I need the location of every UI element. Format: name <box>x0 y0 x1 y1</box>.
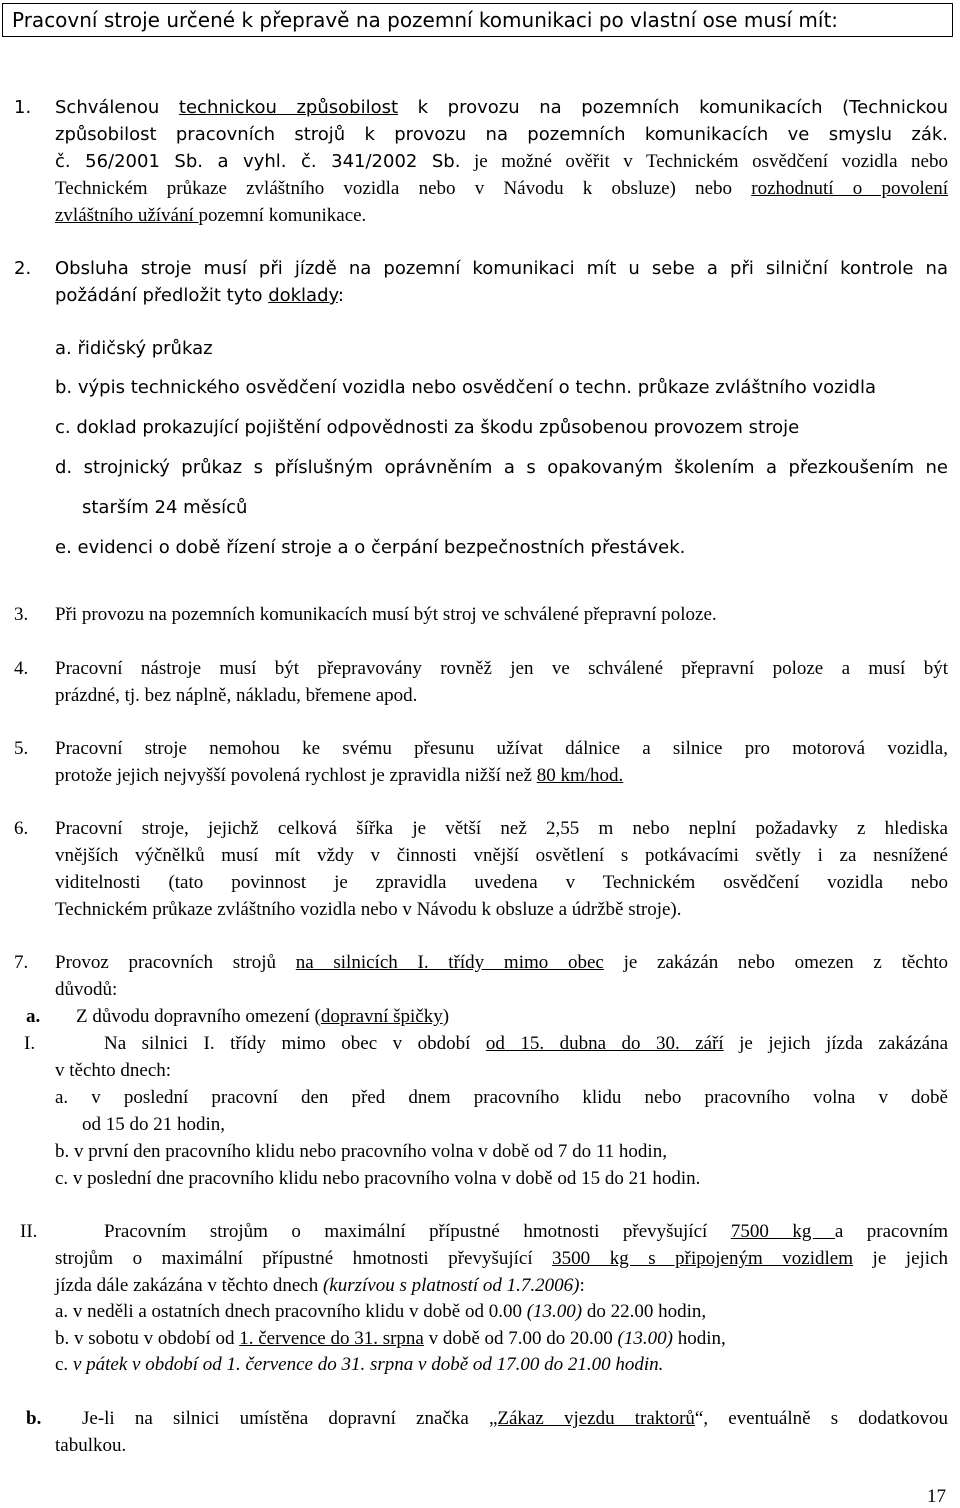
section-6-line-2: vnějších výčnělků musí mít vždy v činnosti vnější osvětlení s potkávacími světly i za nesnížené <box>55 845 948 866</box>
sub-II-line-1: Pracovním strojům o maximální přípustné hmotnosti převyšující 7500 kg a pracovním <box>104 1221 949 1242</box>
list-item-b: b. výpis technického osvědčení vozidla nebo osvědčení o techn. průkaze zvláštního vozidla <box>55 377 876 398</box>
section-7-line-2: důvodů: <box>55 979 118 1000</box>
section-number: 2. <box>14 258 32 279</box>
section-number: 1. <box>14 97 32 118</box>
section-number: 4. <box>14 658 29 679</box>
page-title: Pracovní stroje určené k přepravě na pozemní komunikaci po vlastní ose musí mít: <box>2 3 953 37</box>
sub-label-II: II. <box>20 1221 38 1242</box>
section-1-line-1: Schválenou technickou způsobilost k provozu na pozemních komunikacích (Technickou <box>55 97 949 118</box>
section-5-line-2: protože jejich nejvyšší povolená rychlost je zpravidla nižší než 80 km/hod. <box>55 765 624 786</box>
section-3-text: Při provozu na pozemních komunikacích musí být stroj ve schválené přepravní poloze. <box>55 604 717 625</box>
section-1-line-2: způsobilost pracovních strojů k provozu na pozemních komunikacích ve smyslu zák. <box>55 124 948 145</box>
sub-I-item-c: c. v poslední dne pracovního klidu nebo pracovního volna v době od 15 do 21 hodin. <box>55 1168 701 1189</box>
section-5-line-1: Pracovní stroje nemohou ke svému přesunu užívat dálnice a silnice pro motorová vozidla, <box>55 738 948 759</box>
sub-I-item-a: a. v poslední pracovní den před dnem pracovního klidu nebo pracovního volna v době <box>55 1087 948 1108</box>
section-1-line-4: Technickém průkaze zvláštního vozidla nebo v Návodu k obsluze) nebo rozhodnutí o povolení <box>55 178 949 199</box>
section-2-line-1: Obsluha stroje musí při jízdě na pozemní komunikaci mít u sebe a při silniční kontrole na <box>55 258 948 279</box>
sub-II-item-a: a. v neděli a ostatních dnech pracovního klidu v době od 0.00 (13.00) do 22.00 hodin, <box>55 1301 707 1322</box>
sub-b-line-1: Je-li na silnici umístěna dopravní značka „Zákaz vjezdu traktorů“, eventuálně s dodatkovou <box>82 1408 948 1429</box>
list-item-d-cont: starším 24 měsíců <box>82 497 248 518</box>
section-number: 3. <box>14 604 29 625</box>
section-1-line-3: č. 56/2001 Sb. a vyhl. č. 341/2002 Sb. je možné ověřit v Technickém osvědčení vozidla nebo <box>55 151 948 172</box>
sub-I-item-a-cont: od 15 do 21 hodin, <box>82 1114 226 1135</box>
section-number: 7. <box>14 952 29 973</box>
sub-label-b: b. <box>26 1408 42 1429</box>
list-item-c: c. doklad prokazující pojištění odpovědnosti za škodu způsobenou provozem stroje <box>55 417 800 438</box>
list-item-a: a. řidičský průkaz <box>55 338 213 359</box>
section-number: 6. <box>14 818 29 839</box>
sub-I-line-2: v těchto dnech: <box>55 1060 172 1081</box>
sub-label-I: I. <box>24 1033 36 1054</box>
sub-II-item-c: c. v pátek v období od 1. července do 31. srpna v době od 17.00 do 21.00 hodin. <box>55 1354 664 1375</box>
sub-II-item-b: b. v sobotu v období od 1. července do 31. srpna v době od 7.00 do 20.00 (13.00) hodin, <box>55 1328 726 1349</box>
sub-b-line-2: tabulkou. <box>55 1435 127 1456</box>
section-1-line-5: zvláštního užívání pozemní komunikace. <box>55 205 367 226</box>
section-6-line-3: viditelnosti (tato povinnost je zpravidla uvedena v Technickém osvědčení vozidla nebo <box>55 872 948 893</box>
list-item-d: d. strojnický průkaz s příslušným oprávněním a s opakovaným školením a přezkoušením ne <box>55 457 948 478</box>
section-number: 5. <box>14 738 29 759</box>
page-number: 17 <box>927 1486 946 1507</box>
sub-I-item-b: b. v první den pracovního klidu nebo pracovního volna v době od 7 do 11 hodin, <box>55 1141 667 1162</box>
section-4-line-2: prázdné, tj. bez náplně, nákladu, břemene apod. <box>55 685 418 706</box>
sub-label-a: a. <box>26 1006 41 1027</box>
sub-II-line-3: jízda dále zakázána v těchto dnech (kurzívou s platností od 1.7.2006): <box>55 1275 585 1296</box>
sub-a-text: Z důvodu dopravního omezení (dopravní špičky) <box>76 1006 450 1027</box>
section-7-line-1: Provoz pracovních strojů na silnicích I. třídy mimo obec je zakázán nebo omezen z těchto <box>55 952 948 973</box>
section-6-line-1: Pracovní stroje, jejichž celková šířka je větší než 2,55 m nebo neplní požadavky z hlediska <box>55 818 948 839</box>
section-2-line-2: požádání předložit tyto doklady: <box>55 285 344 306</box>
sub-I-line-1: Na silnici I. třídy mimo obec v období od 15. dubna do 30. září je jejich jízda zakázána <box>104 1033 949 1054</box>
section-4-line-1: Pracovní nástroje musí být přepravovány rovněž jen ve schválené přepravní poloze a musí být <box>55 658 948 679</box>
section-6-line-4: Technickém průkaze zvláštního vozidla nebo v Návodu k obsluze a údržbě stroje). <box>55 899 682 920</box>
list-item-e: e. evidenci o době řízení stroje a o čerpání bezpečnostních přestávek. <box>55 537 686 558</box>
sub-II-line-2: strojům o maximální přípustné hmotnosti převyšující 3500 kg s připojeným vozidlem je jejich <box>55 1248 948 1269</box>
